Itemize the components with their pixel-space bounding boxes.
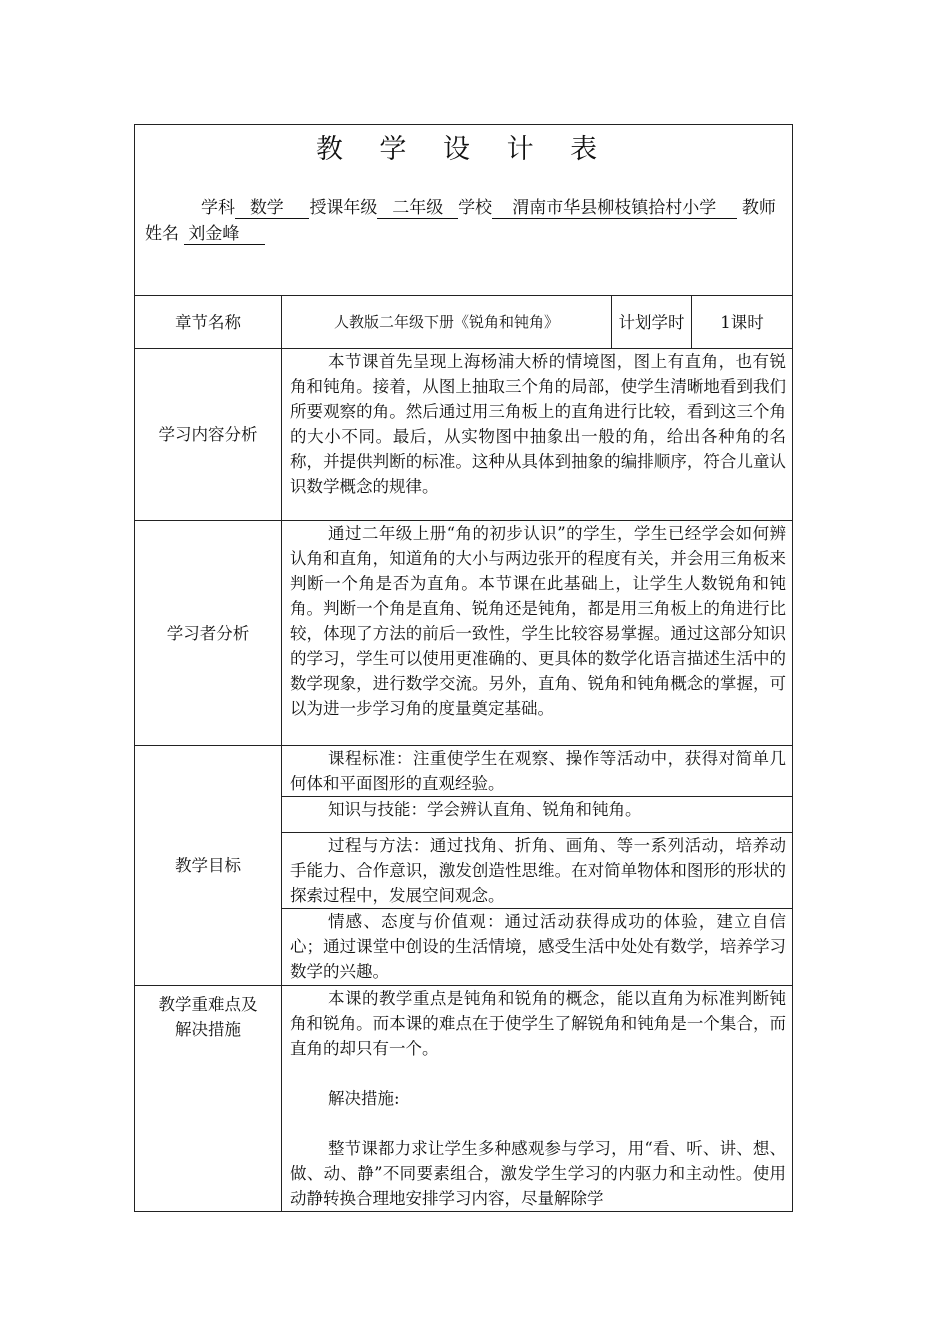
teacher-label: 教师姓名: [145, 198, 776, 244]
difficulty-text-2: 解决措施:: [328, 1089, 400, 1108]
hours-value: 1课时: [692, 296, 793, 349]
objectives-label: 教学目标: [135, 746, 282, 986]
design-table: [134, 124, 793, 1212]
chapter-label: 章节名称: [135, 296, 282, 349]
difficulty-text-3: 整节课都力求让学生多种感观参与学习，用“看、听、讲、想、做、动、静”不同要素组合，激发学生学习的内驱力和主动性。使用动静转换合理地安排学习内容，尽量解除学: [290, 1139, 787, 1208]
subject-label: 学科: [201, 198, 235, 218]
grade-value: 二年级: [377, 198, 458, 219]
difficulty-cell: [282, 986, 793, 1212]
objective-knowledge-text: 知识与技能：学会辨认直角、锐角和钝角。: [328, 800, 642, 819]
design-table-sheet: [134, 124, 792, 1212]
learner-analysis-text: 通过二年级上册“角的初步认识”的学生，学生已经学会如何辨认角和直角，知道角的大小与两边张开的程度有关，并会用三角板来判断一个角是否为直角。本节课在此基础上，让学生人数锐角和钝角。判断一个角是直角、锐角还是钝角，都是用三角板上的角进行比较，体现了方法的前后一致性，学生比较容易掌握。通过这部分知识的学习，学生可以使用更准确的、更具体的数学化语言描述生活中的数学现象，进行数学交流。另外，直角、锐角和钝角概念的掌握，可以为进一步学习角的度量奠定基础。: [290, 524, 787, 718]
header-meta: [145, 195, 782, 247]
objective-process-cell: [282, 833, 793, 909]
difficulty-label: 教学重难点及解决措施: [135, 986, 282, 1212]
header-cell: [135, 125, 793, 296]
objective-process-text: 过程与方法：通过找角、折角、画角、等一系列活动，培养动手能力、合作意识，激发创造性思维。在对简单物体和图形的形状的探索过程中，发展空间观念。: [290, 836, 787, 905]
learner-analysis-cell: [282, 521, 793, 746]
objective-standard-cell: [282, 746, 793, 797]
content-analysis-text: 本节课首先呈现上海杨浦大桥的情境图，图上有直角，也有锐角和钝角。接着，从图上抽取三个角的局部，使学生清晰地看到我们所要观察的角。然后通过用三角板上的直角进行比较，看到这三个角的大小不同。最后，从实物图中抽象出一般的角，给出各种角的名称，并提供判断的标准。这种从具体到抽象的编排顺序，符合儿童认识数学概念的规律。: [290, 352, 787, 496]
school-value: 渭南市华县柳枝镇拾村小学: [492, 198, 736, 219]
objective-standard-text: 课程标准：注重使学生在观察、操作等活动中，获得对简单几何体和平面图形的直观经验。: [290, 749, 787, 793]
grade-label: 授课年级: [309, 198, 378, 218]
page-title: 教 学 设 计 表: [315, 134, 612, 165]
objective-emotion-text: 情感、态度与价值观：通过活动获得成功的体验，建立自信心；通过课堂中创设的生活情境，感受生活中处处有数学，培养学习数学的兴趣。: [290, 912, 787, 981]
school-label: 学校: [458, 198, 493, 218]
difficulty-text-1: 本课的教学重点是钝角和锐角的概念，能以直角为标准判断钝角和锐角。而本课的难点在于使学生了解锐角和钝角是一个集合，而直角的却只有一个。: [290, 989, 787, 1058]
objective-knowledge-cell: [282, 797, 793, 833]
objective-emotion-cell: [282, 909, 793, 986]
chapter-value: 人教版二年级下册《锐角和钝角》: [282, 296, 612, 349]
subject-value: 数学: [235, 198, 309, 219]
hours-label: 计划学时: [612, 296, 692, 349]
teacher-value: 刘金峰: [184, 224, 265, 245]
learner-analysis-label: 学习者分析: [135, 521, 282, 746]
content-analysis-label: 学习内容分析: [135, 349, 282, 521]
content-analysis-cell: [282, 349, 793, 521]
